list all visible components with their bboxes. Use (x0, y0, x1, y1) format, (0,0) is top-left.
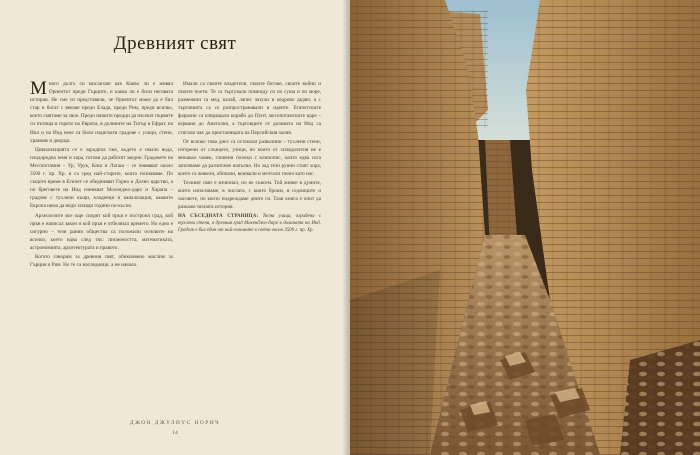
paragraph: Техният свят е изчезнал, но не съвсем. Той живее в думите, които използваме, в числата, с които броим, в седмиците и часовете, по които подреждаме дните си. Тази книга е опит да разкаже тяхната история. (178, 180, 321, 211)
paragraph: Археолозите все още спорят кой пръв е построил град, кой пръв е написал закон и кой пръв е отбелязал времето. Но едно е сигурно – тези ранни общества са положили основите на всичко, което идва след тях: писмеността, математиката, астрономията, архитектурата и правото. (30, 212, 173, 251)
photo-page (350, 0, 700, 455)
text-column-left (30, 80, 173, 269)
paragraph: От всичко това днес са останали развалини – тухлени стени, изгорени от слънцето, улици, по които от хилядолетия не е минавал човек, глинени плочки с клинопис, които едва сега започваме да разчитаме напълно. Но зад тези руини стоят хора, които са живели, обичали, воювали и мечтали точно като нас. (178, 138, 321, 178)
running-footer: ДЖОН ДЖУЛИУС НОРИЧ (129, 420, 221, 426)
text-column-right (178, 80, 321, 235)
chapter-title: Древният свят (113, 33, 237, 54)
gutter-shadow (342, 0, 350, 455)
paragraph: Имали са своите владетели, своите богове, своите войни и своите поети. Те са търгували помежду си по суша и по море, разменяли са мед, калай, лапис лазули и кедрово дърво, а с търговията са се разпространявали и идеите. Египетските фараони са изпращали кораби до Пунт, месопотамските царе – кервани до Анатолия, а търговците от долината на Инд са стигали чак до пристанищата на Персийския залив. (178, 81, 321, 136)
caption-text: Тясна улица, оградена с тухлени стени, в древния град Мохенджо-даро в долината на Инд. Градът е бил един от най-големите в света около 2500 г. пр. Хр. (178, 213, 321, 234)
ruins-photo (350, 0, 700, 455)
caption-heading: НА СЪСЕДНАТА СТРАНИЦА: (178, 213, 259, 219)
paragraph: ного дълго си мислихме как Какво ли е живял Ориентът преди Гърците, и каква ли е била неговата история. Не сме си представяли, че Ориентът може да е бил стар и богат с векове преди Елада, преди Рим, преди всичко, което смятаме за свое. Преди нашите предци да изсекат първите си пътища в горите на Европа, в долините на Тигър и Ефрат, на Нил и на Инд вече са били издигнати градове с улици, стени, храмове и дворци. (30, 81, 173, 144)
page-number: 14 (172, 430, 178, 436)
photo-caption (178, 213, 321, 235)
paragraph: Цивилизацията се е зародила там, където е имало вода, плодородна земя и хора, готови да работят заедно. Градовете на Месопотамия – Ур, Урук, Киш и Лагаш – се появяват около 3500 г. пр. Хр. и са сред най-старите, които познаваме. По същото време в Египет се обединяват Горно и Долно царство, а по бреговете на Инд изникват Мохенджо-даро и Харапа – градове с тухлени къщи, кладенци и канализация, каквито Европа няма да види хиляди години по-късно. (30, 146, 173, 210)
paragraph: Когато говорим за древния свят, обикновено мислим за Гърция и Рим. Но те са наследници, а не начало. (30, 253, 173, 269)
drop-cap: М (30, 78, 47, 99)
